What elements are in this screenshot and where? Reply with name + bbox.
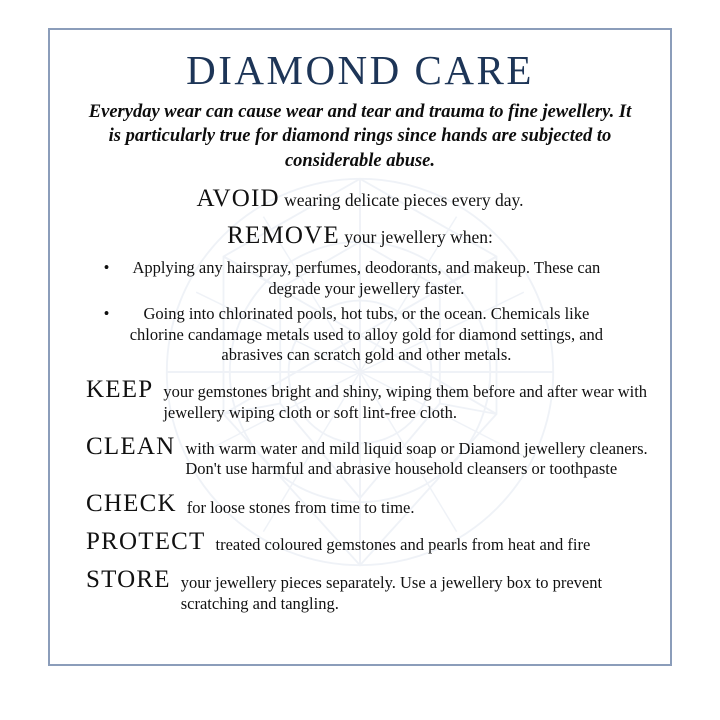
diamond-care-card [48,28,672,666]
bullet-marker: • [103,258,110,278]
section-store [72,566,648,614]
list-item [72,304,648,366]
avoid-text: wearing delicate pieces every day. [284,190,524,211]
check-text: for loose stones from time to time. [186,497,415,517]
remove-text: your jewellery when: [344,226,493,247]
list-item-text: Going into chlorinated pools, hot tubs, or the ocean. Chemicals like chlorine candamage metals used to alloy gold for diamond settings, and abrasives can scratch gold and other metals. [129,303,604,365]
store-keyword: STORE [86,566,171,594]
clean-keyword: CLEAN [86,433,176,461]
bullet-marker: • [103,303,110,323]
clean-text: with warm water and mild liquid soap or Diamond jewellery cleaners. Don't use harmful and abrasive household cleansers or toothpaste [185,439,648,479]
remove-line [72,220,648,253]
keep-text: your gemstones bright and shiny, wiping them before and after wear with jewellery wiping cloth or soft lint-free cloth. [163,382,648,422]
section-check [72,490,648,518]
section-keep [72,376,648,423]
protect-keyword: PROTECT [86,528,206,556]
section-protect [72,528,648,556]
page-title: DIAMOND CARE [186,47,534,93]
store-text: your jewellery pieces separately. Use a jewellery box to prevent scratching and tangling. [180,573,603,613]
keep-keyword: KEEP [86,376,154,404]
section-clean [72,433,648,480]
avoid-line [72,183,648,216]
intro-paragraph: Everyday wear can cause wear and tear and trauma to fine jewellery. It is particularly true for diamond rings since hands are subjected to considerable abuse. [88,102,632,171]
avoid-keyword: AVOID [196,185,280,213]
list-item-text: Applying any hairspray, perfumes, deodorants, and makeup. These can degrade your jewellery faster. [132,258,601,298]
check-keyword: CHECK [86,489,177,517]
remove-keyword: REMOVE [227,221,340,249]
remove-bullet-list [72,258,648,366]
list-item [72,258,648,300]
protect-text: treated coloured gemstones and pearls from heat and fire [215,535,591,555]
